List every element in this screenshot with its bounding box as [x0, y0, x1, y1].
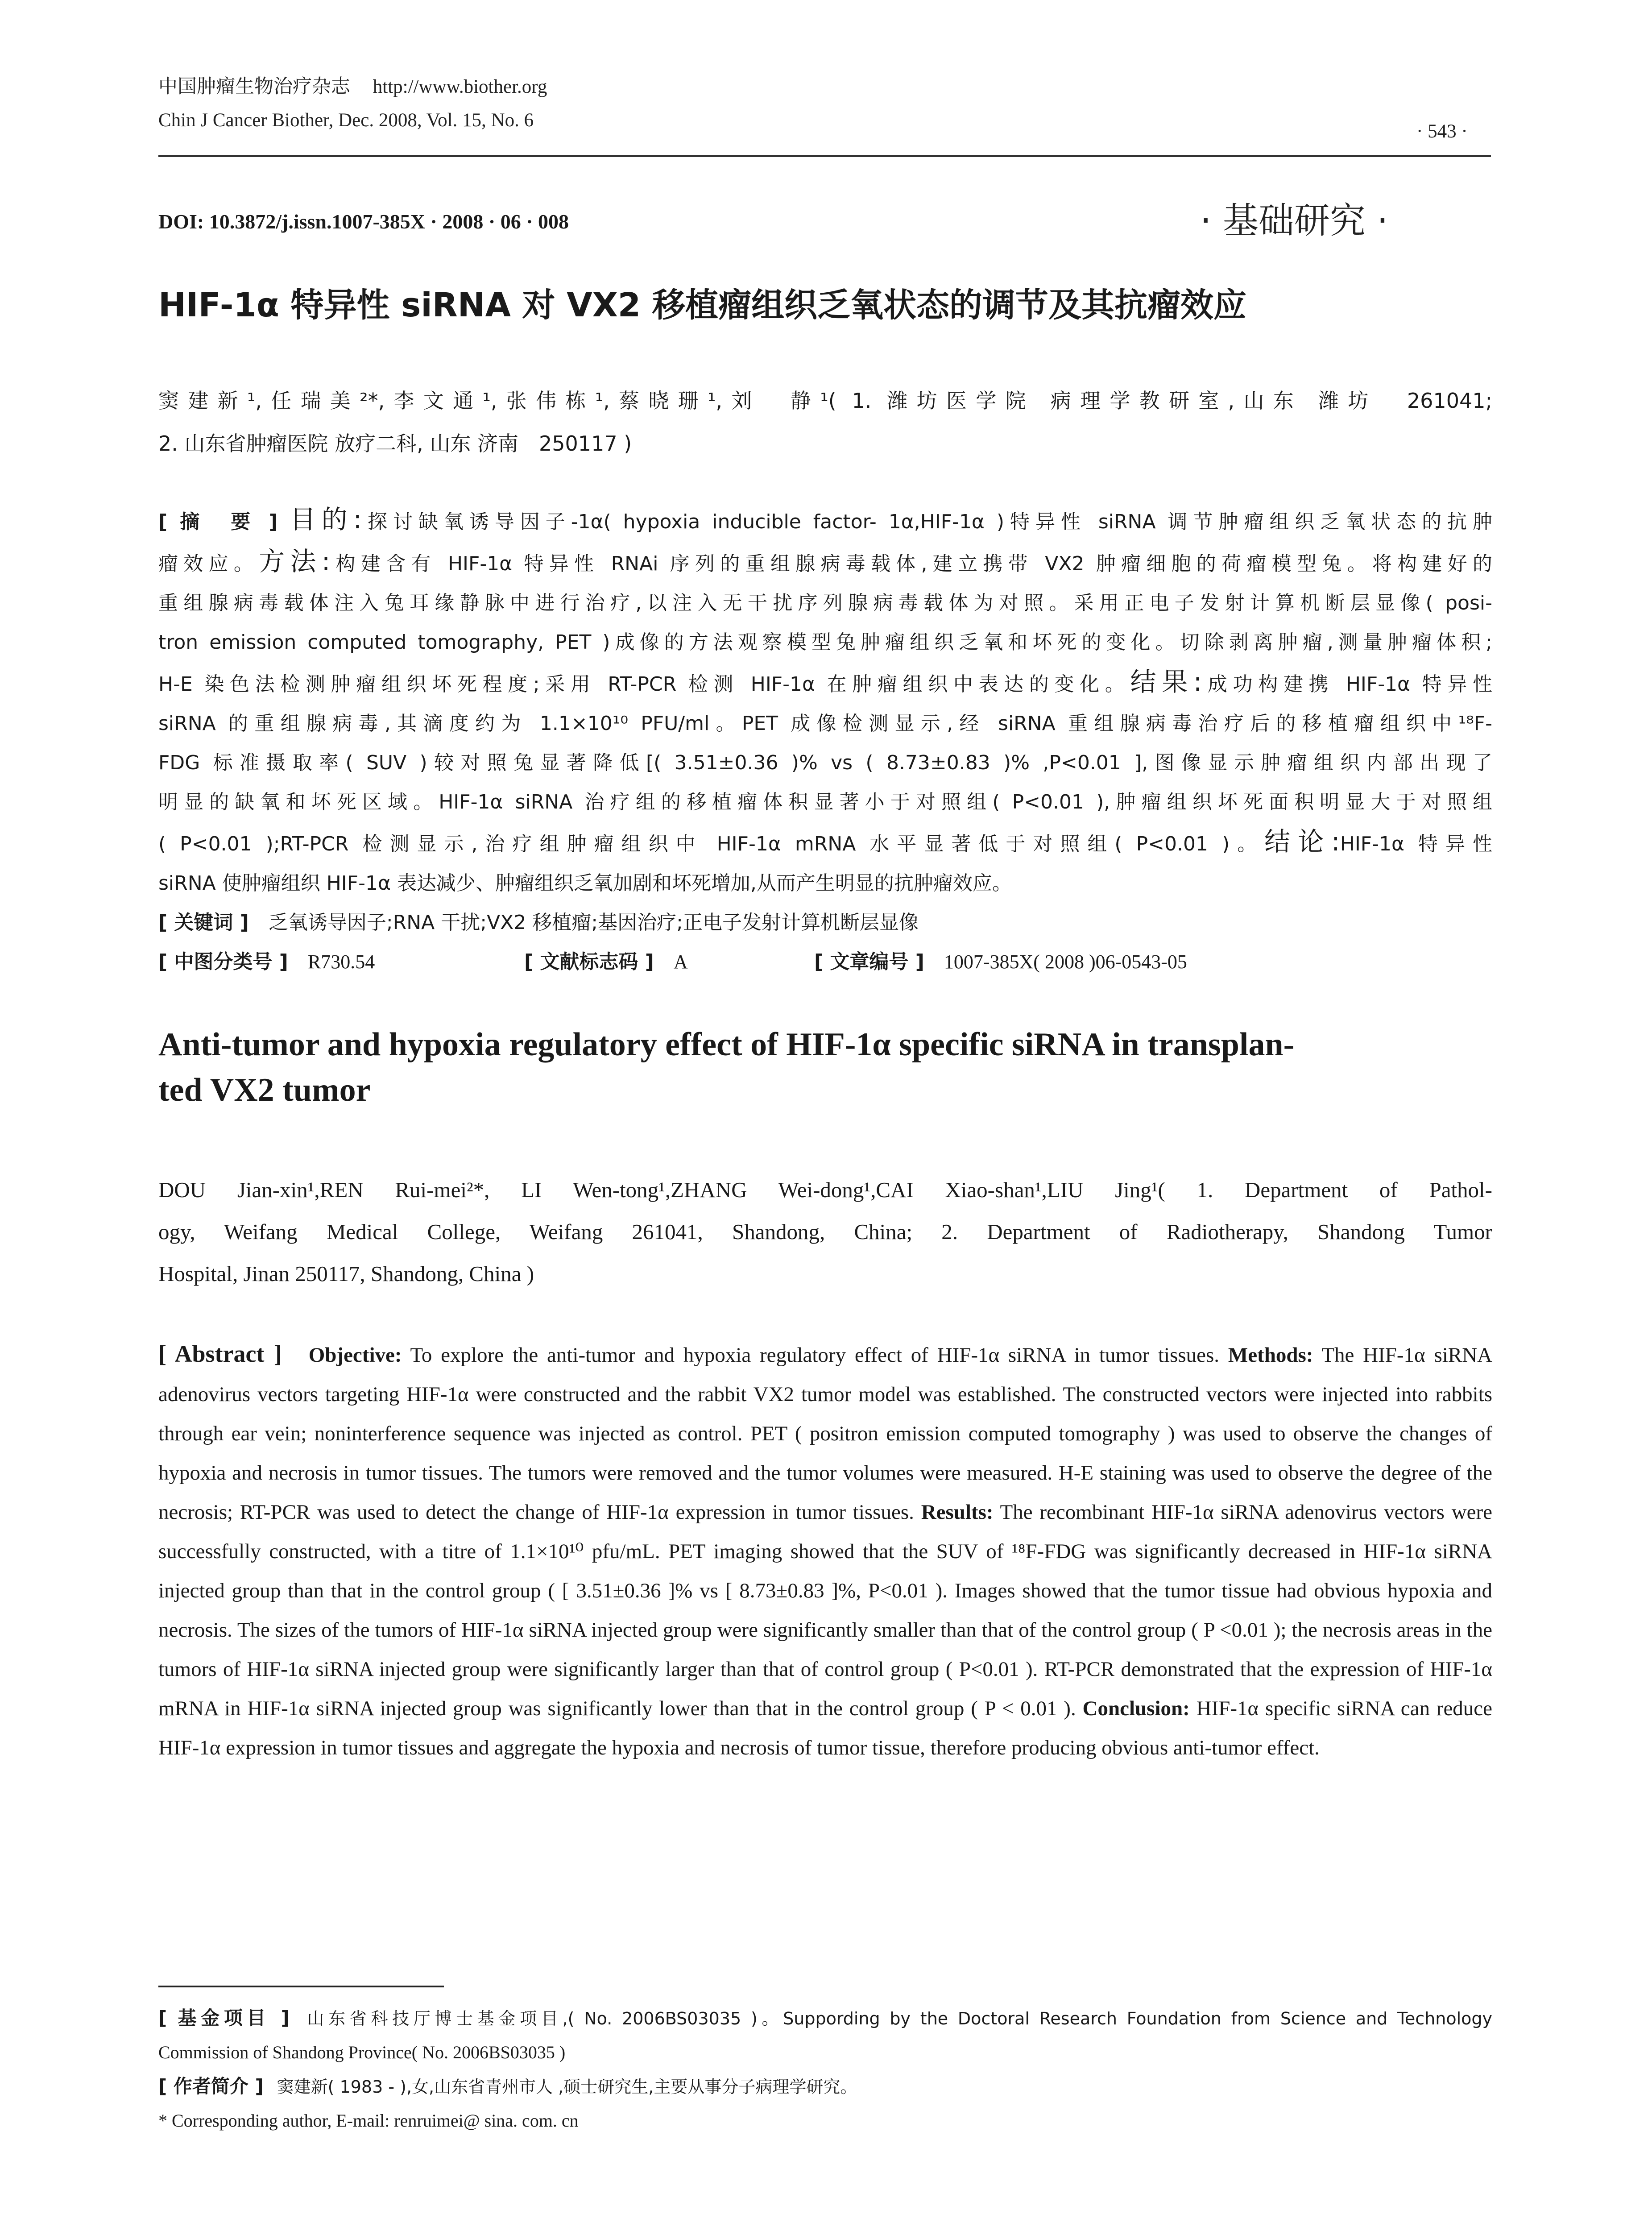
abstract-cn-line	[158, 542, 1492, 584]
fund-line1	[158, 2001, 1492, 2036]
abstract-cn-line: 重组腺病毒载体注入兔耳缘静脉中进行治疗,以注入无干扰序列腺病毒载体为对照。采用正电子发射计算机断层显像( posi-	[158, 592, 1492, 614]
abstract-cn-text: H-E 染色法检测肿瘤组织坏死程度;采用 RT-PCR 检测 HIF-1α 在肿瘤组织中表达的变化。	[158, 673, 1130, 696]
abstract-cn-line: siRNA 的重组腺病毒,其滴度约为 1.1×10¹⁰ PFU/ml。PET 成像检测显示,经 siRNA 重组腺病毒治疗后的移植瘤组织中¹⁸F-	[158, 712, 1492, 735]
footnotes	[158, 2001, 1492, 2138]
classification-row	[158, 942, 1492, 982]
journal-name-cn: 中国肿瘤生物治疗杂志	[158, 75, 350, 98]
results-cn-label: 结果:	[1130, 667, 1202, 697]
authors-en	[158, 1169, 1492, 1295]
article-number-group	[814, 942, 1187, 982]
abstract-cn-line	[158, 662, 1492, 704]
objective-cn-label: 目的:	[290, 504, 362, 535]
doc-code-value: A	[673, 951, 688, 973]
clc-group	[158, 942, 375, 982]
clc-label: [ 中图分类号 ]	[158, 950, 288, 973]
objective-en-text: To explore the anti-tumor and hypoxia regulatory effect of HIF-1α siRNA in tumor tissues.	[410, 1344, 1220, 1367]
fund-label: [ 基金项目 ]	[158, 2007, 290, 2029]
keywords-cn	[158, 903, 1492, 942]
authors-cn-line2: 2. 山东省肿瘤医院 放疗二科, 山东 济南 250117 )	[158, 431, 632, 456]
fund-line2: Commission of Shandong Province( No. 2006BS03035 )	[158, 2042, 566, 2062]
author-intro	[158, 2069, 1492, 2104]
results-en-text: The recombinant HIF-1α siRNA adenovirus vectors were successfully constructed, with a titre of 1.1×10¹⁰ pfu/mL. PET imaging showed that the SUV of ¹⁸F-FDG was significantly decreased in HIF-1α siRNA injected group than that in the control group ( [ 3.51±0.36 ]% vs [ 8.73±0.83 ]%, P<0.01 ). Images showed that the tumor tissue had obvious hypoxia and necrosis. The sizes of the tumors of HIF-1α siRNA injected group were significantly smaller than that of the control group ( P <0.01 ); the necrosis areas in the tumors of HIF-1α siRNA injected group were significantly larger than that of control group ( P<0.01 ). RT-PCR demonstrated that the expression of HIF-1α mRNA in HIF-1α siRNA injected group was significantly lower than that in the control group ( P < 0.01 ).	[158, 1501, 1493, 1720]
page-number: · 543 ·	[1416, 121, 1468, 142]
authors-en-line2: ogy, Weifang Medical College, Weifang 261041, Shandong, China; 2. Department of Radiotherapy, Shandong Tumor	[158, 1219, 1492, 1244]
abstract-en	[158, 1334, 1492, 1767]
article-number-value: 1007-385X( 2008 )06-0543-05	[944, 951, 1187, 973]
results-en-label: Results:	[921, 1501, 994, 1524]
abstract-cn	[158, 500, 1492, 982]
corresponding-author: * Corresponding author, E-mail: renruimei@ sina. com. cn	[158, 2111, 579, 2131]
title-en-line2: ted VX2 tumor	[158, 1072, 371, 1108]
footnote-rule	[158, 1986, 444, 1987]
doc-code-group	[524, 942, 688, 982]
journal-citation: Chin J Cancer Biother, Dec. 2008, Vol. 15, No. 6	[158, 110, 534, 131]
fund-text: 山东省科技厅博士基金项目,( No. 2006BS03035 )。Suppording by the Doctoral Research Foundation from Science and Technology	[307, 2009, 1492, 2028]
abstract-cn-text: HIF-1α 特异性	[1340, 833, 1493, 855]
journal-url[interactable]: http://www.biother.org	[373, 76, 547, 97]
authors-en-line1: DOU Jian-xin¹,REN Rui-mei²*, LI Wen-tong¹,ZHANG Wei-dong¹,CAI Xiao-shan¹,LIU Jing¹( 1. Department of Pathol-	[158, 1178, 1492, 1202]
abstract-cn-line	[158, 822, 1492, 864]
abstract-cn-text: 瘤效应。	[158, 552, 259, 575]
objective-en-label: Objective:	[308, 1344, 402, 1367]
abstract-cn-text: ( P<0.01 );RT-PCR 检测显示,治疗组肿瘤组织中 HIF-1α mRNA 水平显著低于对照组( P<0.01 )。	[158, 833, 1265, 855]
doc-code-label: [ 文献标志码 ]	[524, 950, 654, 973]
abstract-cn-text: 构建含有 HIF-1α 特异性 RNAi 序列的重组腺病毒载体,建立携带 VX2 肿瘤细胞的荷瘤模型兔。将构建好的	[330, 552, 1492, 575]
abstract-cn-line: tron emission computed tomography, PET )成像的方法观察模型兔肿瘤组织乏氧和坏死的变化。切除剥离肿瘤,测量肿瘤体积;	[158, 631, 1492, 654]
clc-value: R730.54	[307, 951, 375, 973]
methods-en-label: Methods:	[1228, 1344, 1313, 1367]
author-intro-label: [ 作者简介 ]	[158, 2075, 264, 2097]
abstract-en-label: [ Abstract ]	[158, 1340, 282, 1367]
conclusion-en-label: Conclusion:	[1082, 1697, 1190, 1720]
abstract-cn-text: 探讨缺氧诱导因子-1α( hypoxia inducible factor- 1α,HIF-1α )特异性 siRNA 调节肿瘤组织乏氧状态的抗肿	[362, 510, 1493, 533]
abstract-cn-line: 明显的缺氧和坏死区域。HIF-1α siRNA 治疗组的移植瘤体积显著小于对照组( P<0.01 ),肿瘤组织坏死面积明显大于对照组	[158, 791, 1492, 813]
authors-cn	[158, 379, 1492, 465]
abstract-cn-line	[158, 500, 1492, 542]
abstract-cn-line: FDG 标准摄取率( SUV )较对照兔显著降低[( 3.51±0.36 )% vs ( 8.73±0.83 )% ,P<0.01 ],图像显示肿瘤组织内部出现了	[158, 751, 1492, 774]
abstract-cn-label: [ 摘 要 ]	[158, 510, 278, 533]
running-header	[158, 71, 547, 99]
methods-cn-label: 方法:	[259, 546, 331, 576]
doi: DOI: 10.3872/j.issn.1007-385X · 2008 · 06 · 008	[158, 210, 569, 233]
title-en	[158, 1022, 1492, 1113]
conclusion-en-text: HIF-1α specific siRNA can reduce HIF-1α expression in tumor tissues and aggregate the hypoxia and necrosis of tumor tissue, therefore producing obvious anti-tumor effect.	[158, 1697, 1493, 1759]
keywords-cn-text: 乏氧诱导因子;RNA 干扰;VX2 移植瘤;基因治疗;正电子发射计算机断层显像	[268, 911, 919, 934]
conclusion-cn-label: 结论:	[1264, 826, 1340, 857]
keywords-cn-label: [ 关键词 ]	[158, 911, 249, 934]
section-label: · 基础研究 ·	[1200, 200, 1388, 241]
abstract-cn-text: 成功构建携 HIF-1α 特异性	[1202, 673, 1492, 696]
title-cn: HIF-1α 特异性 siRNA 对 VX2 移植瘤组织乏氧状态的调节及其抗瘤效应	[158, 286, 1246, 324]
authors-cn-line1: 窦建新¹,任瑞美²*,李文通¹,张伟栋¹,蔡晓珊¹,刘 静¹( 1. 潍坊医学院 病理学教研室,山东 潍坊 261041;	[158, 389, 1492, 413]
header-rule	[158, 155, 1491, 157]
author-intro-text: 窦建新( 1983 - ),女,山东省青州市人 ,硕士研究生,主要从事分子病理学研究。	[277, 2077, 857, 2097]
abstract-cn-line: siRNA 使肿瘤组织 HIF-1α 表达减少、肿瘤组织乏氧加剧和坏死增加,从而产生明显的抗肿瘤效应。	[158, 872, 1012, 895]
title-en-line1: Anti-tumor and hypoxia regulatory effect of HIF-1α specific siRNA in transplan-	[158, 1026, 1295, 1063]
methods-en-text: The HIF-1α siRNA adenovirus vectors targeting HIF-1α were constructed and the rabbit VX2 tumor model was established. The constructed vectors were injected into rabbits through ear vein; noninterference sequence was injected as control. PET ( positron emission computed tomography ) was used to observe the changes of hypoxia and necrosis in tumor tissues. The tumors were removed and the tumor volumes were measured. H-E staining was used to observe the degree of the necrosis; RT-PCR was used to detect the change of HIF-1α expression in tumor tissues.	[158, 1344, 1493, 1524]
article-number-label: [ 文章编号 ]	[814, 950, 924, 973]
authors-en-line3: Hospital, Jinan 250117, Shandong, China )	[158, 1261, 534, 1286]
